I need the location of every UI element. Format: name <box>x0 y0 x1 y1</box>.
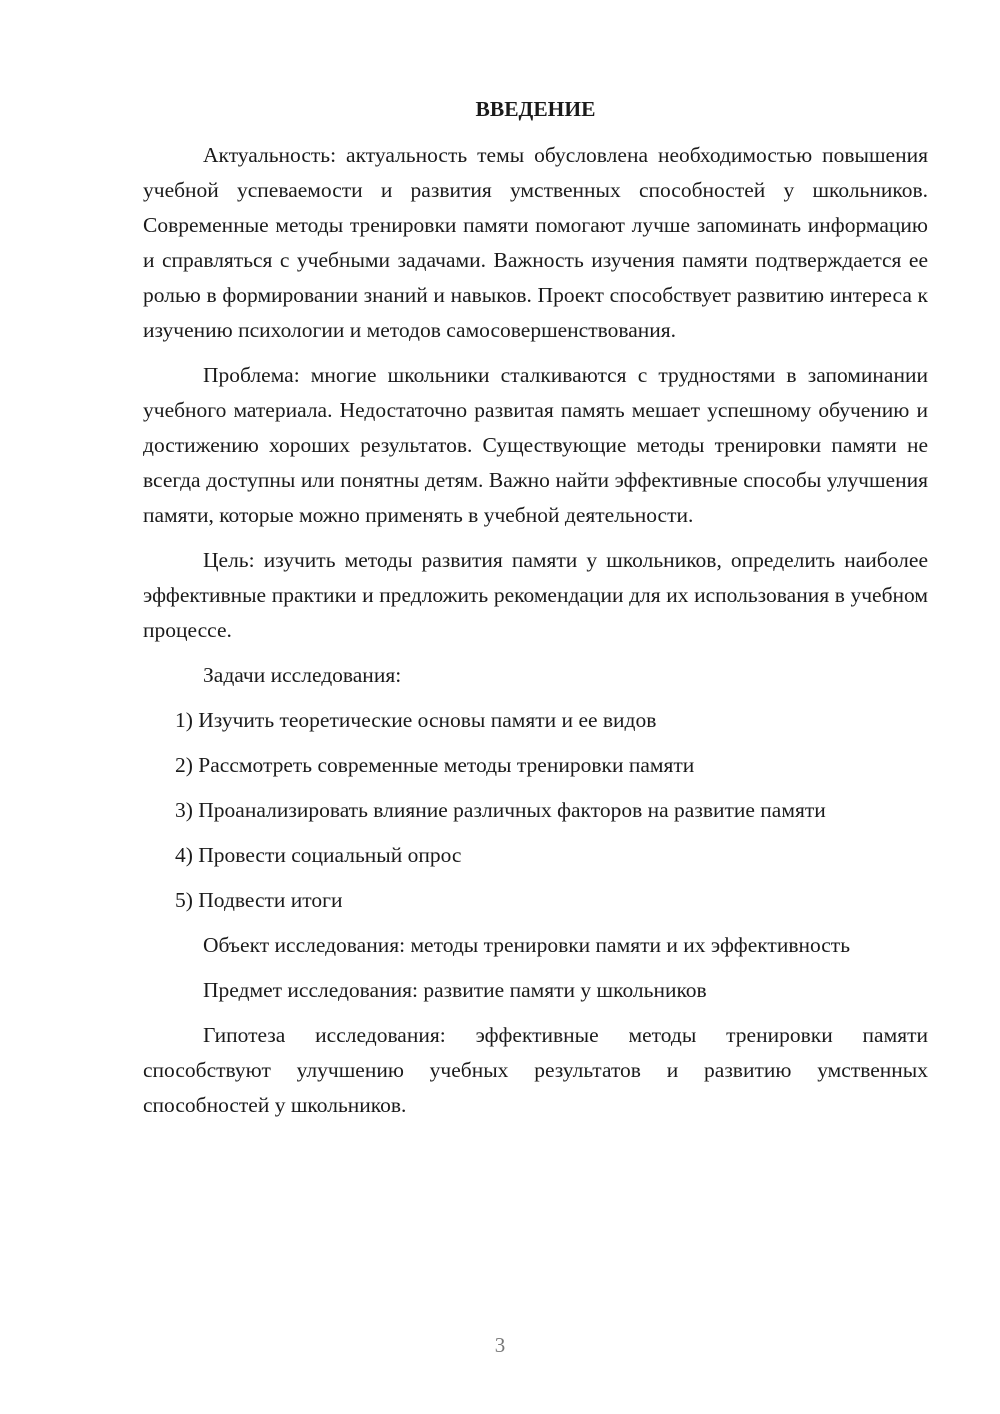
hypothesis-paragraph: Гипотеза исследования: эффективные методы тренировки памяти способствуют улучшению учебных результатов и развитию умственных способностей у школьников. <box>143 1023 928 1117</box>
task-item-3: 3) Проанализировать влияние различных факторов на развитие памяти <box>175 798 826 822</box>
task-item-1: 1) Изучить теоретические основы памяти и ее видов <box>175 708 657 732</box>
goal-paragraph: Цель: изучить методы развития памяти у школьников, определить наиболее эффективные практики и предложить рекомендации для их использования в учебном процессе. <box>143 548 928 642</box>
page-number: 3 <box>494 1333 506 1357</box>
subject-paragraph: Предмет исследования: развитие памяти у школьников <box>203 978 707 1002</box>
document-heading: ВВЕДЕНИЕ <box>475 97 596 121</box>
problem-paragraph: Проблема: многие школьники сталкиваются с трудностями в запоминании учебного материала. Недостаточно развитая память мешает успешному обучению и достижению хороших результатов. Существующие методы тренировки памяти не всегда доступны или понятны детям. Важно найти эффективные способы улучшения памяти, которые можно применять в учебной деятельности. <box>143 363 928 527</box>
relevance-paragraph: Актуальность: актуальность темы обусловлена необходимостью повышения учебной успеваемости и развития умственных способностей у школьников. Современные методы тренировки памяти помогают лучше запоминать информацию и справляться с учебными задачами. Важность изучения памяти подтверждается ее ролью в формировании знаний и навыков. Проект способствует развитию интереса к изучению психологии и методов самосовершенствования. <box>143 143 928 342</box>
document-page <box>143 92 928 1133</box>
task-item-5: 5) Подвести итоги <box>175 888 343 912</box>
task-item-4: 4) Провести социальный опрос <box>175 843 462 867</box>
task-item-2: 2) Рассмотреть современные методы тренировки памяти <box>175 753 695 777</box>
tasks-title: Задачи исследования: <box>203 663 402 687</box>
object-paragraph: Объект исследования: методы тренировки памяти и их эффективность <box>203 933 851 957</box>
